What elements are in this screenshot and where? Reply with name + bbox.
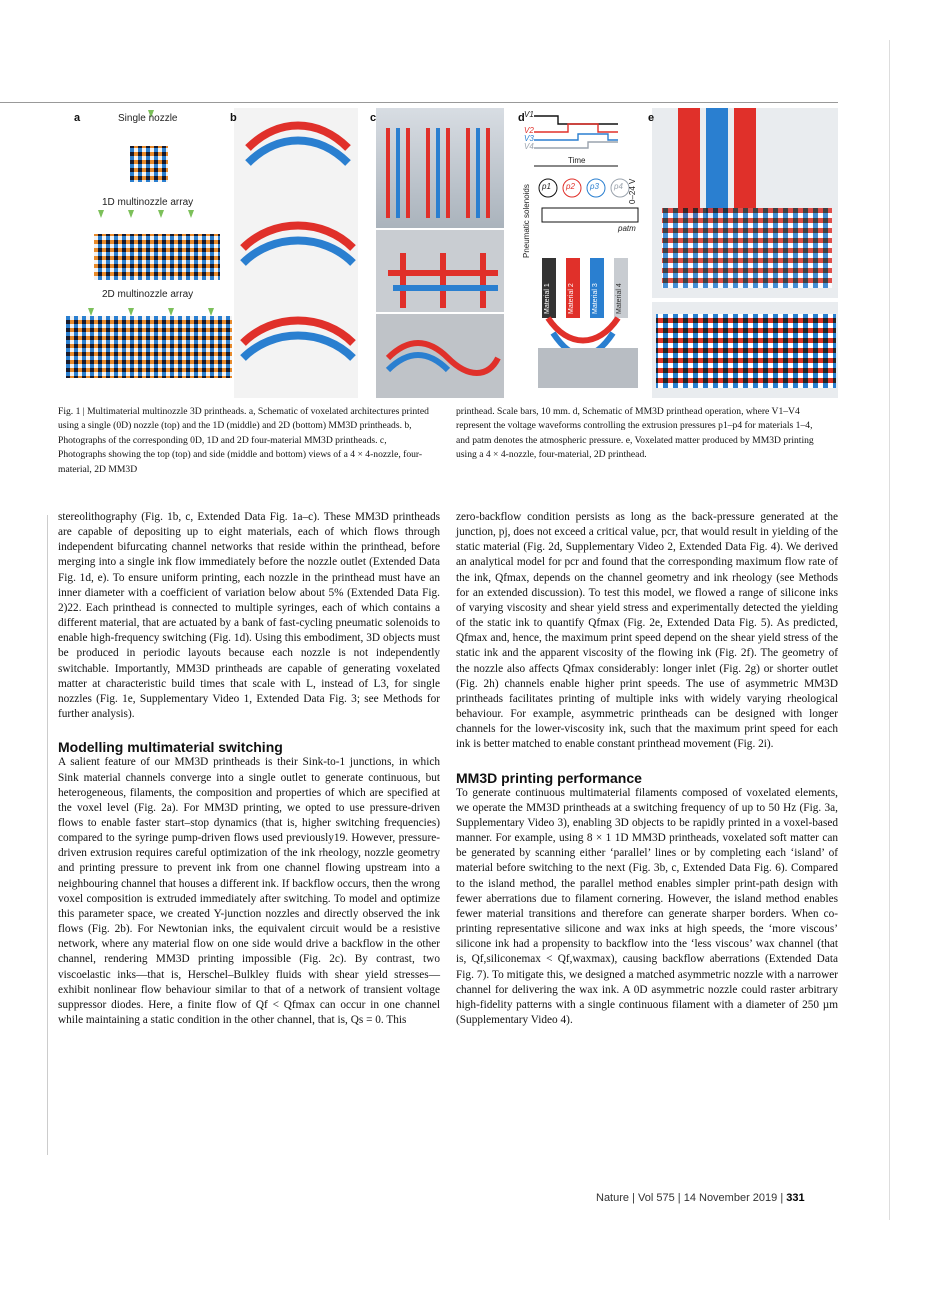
- right-paragraph-1: zero-backflow condition persists as long as the back-pressure generated at the junction, pj, does not exceed a critical value, pcr, that would result in yielding of the static material (Fig. 2d, Supplementary Video 2, Extended Data Fig. 4). We derived an analytical model for pcr and found that the corresponding maximum flow rate of the ink, Qfmax, depends on the channel geometry and ink rheology (see Methods for an extended discussion). To test this model, we flowed a range of silicone inks of varying viscosity and shear yield stress and experimentally detected the yielding of the static ink to quantify Qfmax (Fig. 2e, Extended Data Fig. 5). As predicted, Qfmax and, hence, the maximum print speed depend on the shear yield stress of the static ink and the apparent viscosity of the flowing ink (Fig. 2f). The geometry of the nozzle also affects Qfmax considerably: longer inlet (Fig. 2g) or shorter outlet (Fig. 2h) channels enable higher print speeds. The use of asymmetric MM3D printheads facilitates printing of multiple inks with widely varying rheological behaviour. For example, asymmetric printheads can be designed with longer channels for the lower-viscosity ink, such that the maximum print speed for each ink is better matched to enable constant printhead movement (Fig. 2i).: [456, 511, 838, 751]
- section-heading-modelling: Modelling multimaterial switching: [58, 739, 283, 756]
- panel-e: [652, 108, 838, 398]
- label-time: Time: [568, 156, 586, 165]
- panel-label-c: c: [370, 112, 377, 124]
- figure-1: [58, 108, 838, 400]
- panel-label-a: a: [74, 112, 81, 124]
- label-1d-array: 1D multinozzle array: [102, 197, 194, 208]
- label-patm: patm: [618, 224, 636, 233]
- panel-d: [534, 116, 638, 388]
- label-material-1: Material 1: [544, 283, 551, 314]
- figure-caption-left: Fig. 1 | Multimaterial multinozzle 3D printheads. a, Schematic of voxelated architectures printed using a single (0D) nozzle (top) and the 1D (middle) and 2D (bottom) MM3D printheads. b, Photographs of the corresponding 0D, 1D and 2D four-material MM3D printheads. c, Photographs showing the top (top) and side (middle and bottom) views of a 4 × 4-nozzle, four-material, 2D MM3D: [58, 406, 429, 475]
- panel-c: [376, 108, 504, 398]
- label-p1: p1: [542, 182, 551, 191]
- right-column: [456, 510, 838, 1028]
- label-p4: p4: [614, 182, 623, 191]
- right-margin-rule: [889, 40, 890, 1220]
- left-paragraph-2: A salient feature of our MM3D printheads is their Sink-to-1 junctions, in which Sink material channels converge into a single outlet to generate continuous, but heterogeneous, filaments, the composition and properties of which are specified at the voxel level (Fig. 2a). For MM3D printing, we opted to use pressure-driven flows to enable faster start–stop dynamics (that is, higher switching frequencies) compared to the syringe pump-driven flows used previously19. However, pressure-driven extrusion requires careful optimization of the ink rheology, nozzle geometry and printing pressure to prevent ink from one channel flowing upstream into a neighbouring channel that houses a different ink. If backflow occurs, then the wrong voxel composition is extruded immediately after switching. To model and optimize this parameter space, we created Y-junction nozzles and directly observed the ink flows (Fig. 2b). For Newtonian inks, the equivalent circuit would be a resistive network, where any material flow on one side would drive a backflow in the other channel, rendering MM3D printing impossible (Fig. 2c). By contrast, two viscoelastic inks—that is, Herschel–Bulkley fluids with shear yield stresses—exhibit nonlinear flow behaviour similar to that of a network of transient voltage suppressor diodes. Here, a finite flow of Qf < Qfmax can occur in one channel while maintaining a static condition in the other channel, that is, Qs = 0. This: [58, 756, 440, 1026]
- label-v3: V3: [524, 134, 534, 143]
- journal-name: Nature: [596, 1192, 630, 1204]
- label-p3: p3: [590, 182, 599, 191]
- panel-label-b: b: [230, 112, 237, 124]
- left-paragraph-1: stereolithography (Fig. 1b, c, Extended Data Fig. 1a–c). These MM3D printheads are capable of depositing up to eight materials, each of which flows through independent bifurcating channel networks that reside within the printhead, before merging into a single ink flow immediately before the nozzle outlet (Extended Data Fig. 1d, e). To ensure uniform printing, each nozzle in the printhead must have an inner diameter with a coefficient of variation below about 5% (Extended Data Fig. 2)22. Each printhead is connected to multiple syringes, each of which contains a different material, that are actuated by a bank of fast-cycling pneumatic solenoids to enable high-frequency switching (Fig. 1d). Using this embodiment, 3D objects must be produced in periodic layouts because each nozzle is not independently switchable. Importantly, MM3D printheads are capable of generating voxelated matter at characteristic build times that scale with L, instead of L3, for single nozzles (Fig. 1e, Supplementary Video 1, Extended Data Fig. 3; see Methods for further analysis).: [58, 511, 440, 721]
- label-material-2: Material 2: [568, 283, 575, 314]
- top-rule: [0, 102, 838, 103]
- right-paragraph-2: To generate continuous multimaterial filaments composed of voxelated elements, we operate the MM3D printheads at a switching frequency of up to 50 Hz (Fig. 3a, Supplementary Video 3), enabling 3D objects to be rapidly printed in a voxel-based manner. For example, using 8 × 1 1D MM3D printheads, voxelated soft matter can be generated by scanning either ‘parallel’ lines or by completing each ‘island’ of material before switching to the next (Fig. 3b, c, Extended Data Fig. 6). Compared to the island method, the parallel method enables simpler print-path design with fewer aberrations due to filament cornering. However, the island method enables fewer material transitions and therefore can generate sharper borders. When co-printing representative silicone and wax inks at high speeds, the ‘more viscous’ silicone ink had a propensity to backflow into the ‘less viscous’ wax channel (that is, Qf,siliconemax < Qf,waxmax), causing backflow aberrations (Extended Data Fig. 7). To mitigate this, we designed a matched asymmetric nozzle with a narrower channel for delivering the wax ink. A 0D asymmetric nozzle could raster arbitrary high-fidelity patterns with a single continuous filament with a diameter of 250 µm (Supplementary Video 4).: [456, 786, 838, 1026]
- label-v2: V2: [524, 126, 534, 135]
- label-voltage: 0–24 V: [628, 178, 637, 204]
- panel-label-e: e: [648, 112, 655, 124]
- panel-b: [234, 108, 358, 398]
- left-column: [58, 510, 440, 1028]
- page-number: 331: [786, 1192, 805, 1204]
- issue-date: 14 November 2019: [683, 1192, 778, 1204]
- journal-volume: Vol 575: [638, 1192, 675, 1204]
- label-v4: V4: [524, 142, 534, 151]
- label-material-4: Material 4: [616, 283, 623, 314]
- figure-caption-right: printhead. Scale bars, 10 mm. d, Schematic of MM3D printhead operation, where V1–V4 represent the voltage waveforms controlling the extrusion pressures p1–p4 for materials 1–4, and patm denotes the atmospheric pressure. e, Voxelated matter produced by MM3D printing using a 4 × 4-nozzle, four-material, 2D printhead.: [456, 406, 814, 461]
- page-footer: Nature | Vol 575 | 14 November 2019 | 331: [596, 1192, 805, 1204]
- figure-1-graphic: [58, 108, 838, 400]
- panel-label-d: d: [518, 112, 525, 124]
- left-margin-rule: [47, 515, 48, 1155]
- section-heading-performance: MM3D printing performance: [456, 769, 642, 786]
- label-2d-array: 2D multinozzle array: [102, 289, 194, 300]
- label-p2: p2: [566, 182, 575, 191]
- label-solenoids: Pneumatic solenoids: [522, 184, 531, 258]
- label-single-nozzle: Single nozzle: [118, 113, 178, 124]
- label-v1: V1: [524, 110, 534, 119]
- label-material-3: Material 3: [592, 283, 599, 314]
- panel-a: [66, 110, 232, 378]
